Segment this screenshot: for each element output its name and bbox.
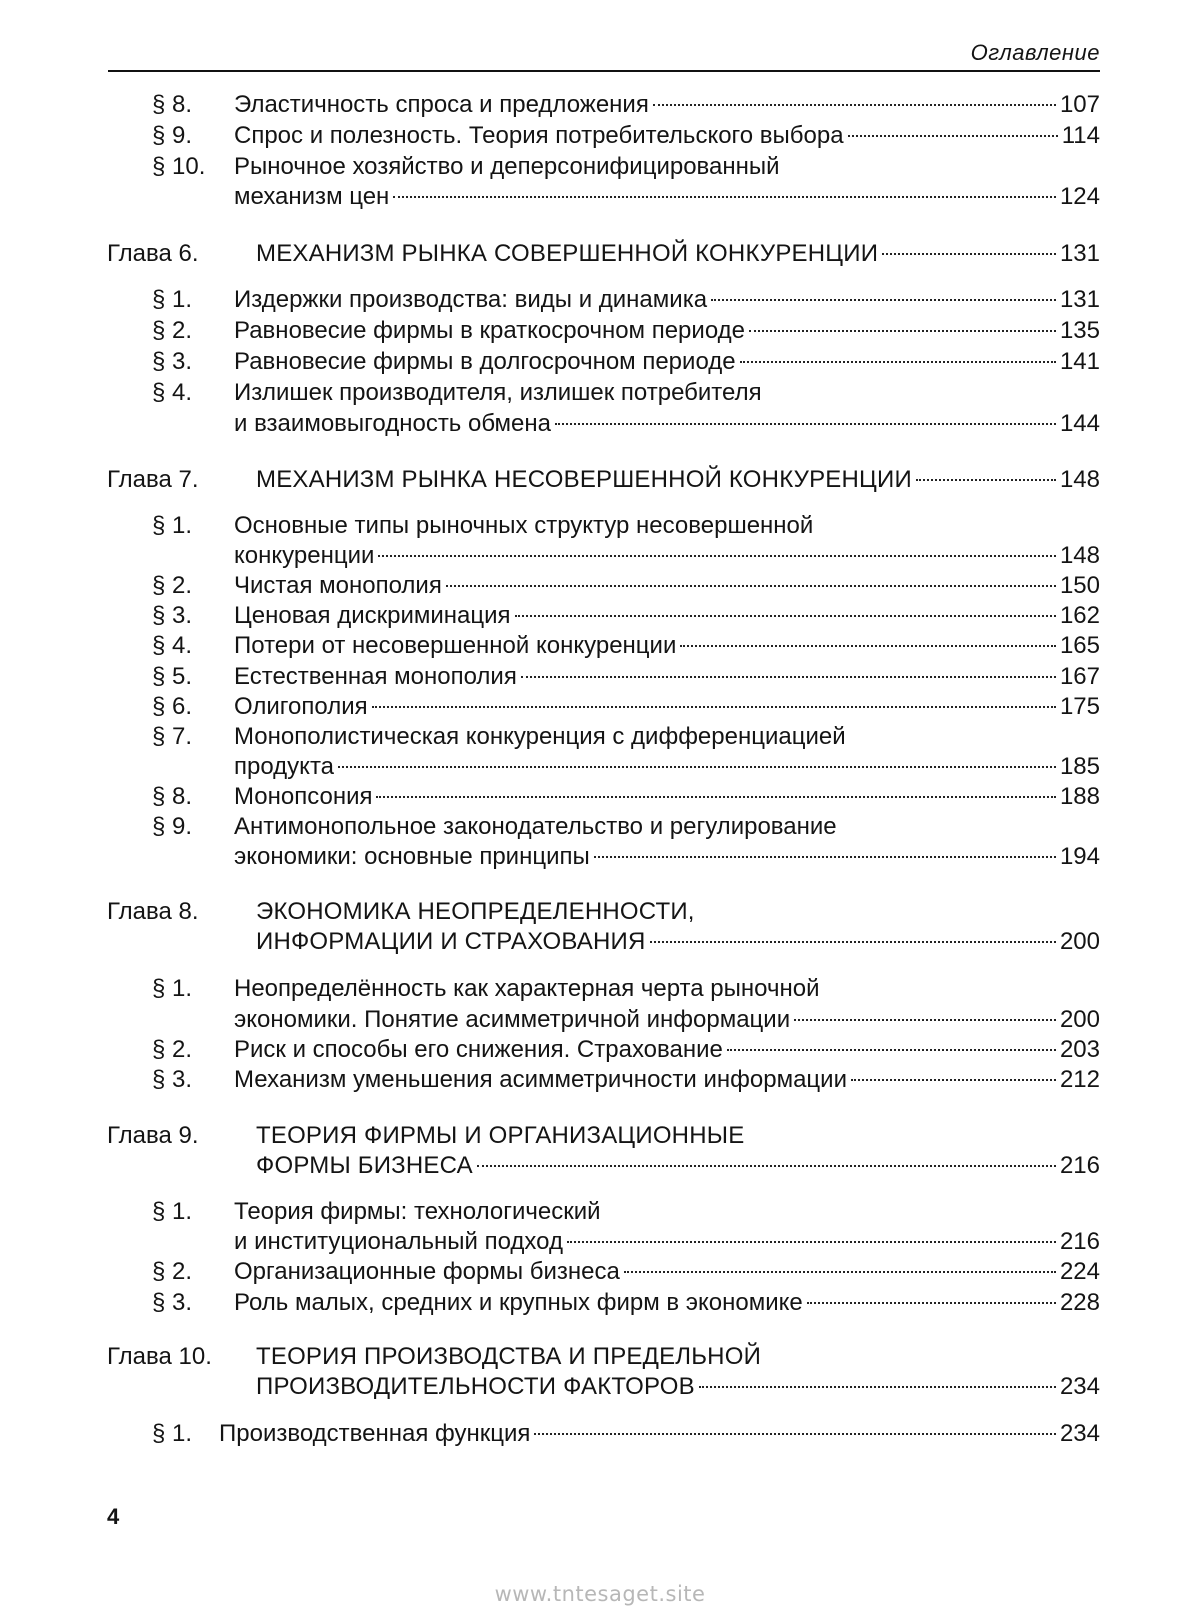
toc-entry <box>0 1287 1200 1319</box>
section-title: Антимонопольное законодательство и регулирование <box>234 813 837 840</box>
section-number: § 2. <box>152 1036 193 1063</box>
section-title: Теория фирмы: технологический <box>234 1198 601 1225</box>
chapter-title-continuation: ПРОИЗВОДИТЕЛЬНОСТИ ФАКТОРОВ <box>256 1373 695 1400</box>
page-ref: 150 <box>1059 572 1100 599</box>
dot-leader <box>338 765 1056 768</box>
dot-leader <box>650 940 1056 943</box>
page-ref: 165 <box>1059 632 1100 659</box>
section-title: Неопределённость как характерная черта рыночной <box>234 975 820 1002</box>
toc-entry-continuation <box>0 751 1200 783</box>
section-title: Равновесие фирмы в краткосрочном периоде <box>234 317 745 344</box>
dot-leader <box>727 1048 1056 1051</box>
toc-entry <box>0 811 1200 843</box>
section-number: § 4. <box>152 379 193 406</box>
page-ref: 148 <box>1059 466 1100 493</box>
chapter-title: МЕХАНИЗМ РЫНКА СОВЕРШЕННОЙ КОНКУРЕНЦИИ <box>256 240 879 267</box>
section-title-continuation: механизм цен <box>234 183 390 210</box>
page-ref: 203 <box>1059 1036 1100 1063</box>
page-ref: 200 <box>1059 928 1100 955</box>
dot-leader <box>477 1164 1056 1167</box>
section-title: Основные типы рыночных структур несовершенной <box>234 512 814 539</box>
running-header-title: Оглавление <box>970 40 1100 65</box>
dot-leader <box>794 1018 1056 1021</box>
page-ref: 175 <box>1059 693 1100 720</box>
section-title: Естественная монополия <box>234 663 517 690</box>
page-ref: 188 <box>1059 783 1100 810</box>
toc-entry <box>0 1256 1200 1288</box>
chapter-title: МЕХАНИЗМ РЫНКА НЕСОВЕРШЕННОЙ КОНКУРЕНЦИИ <box>256 466 912 493</box>
toc-entry <box>0 120 1200 152</box>
section-number: § 1. <box>152 1420 193 1447</box>
toc-entry <box>0 284 1200 316</box>
toc-entry <box>0 781 1200 813</box>
page-ref: 234 <box>1059 1420 1100 1447</box>
section-title: Роль малых, средних и крупных фирм в экономике <box>234 1289 803 1316</box>
section-number: § 6. <box>152 693 193 720</box>
page-ref: 148 <box>1059 542 1100 569</box>
page-ref: 131 <box>1059 286 1100 313</box>
section-title-continuation: и взаимовыгодность обмена <box>234 410 551 437</box>
section-title: Спрос и полезность. Теория потребительского выбора <box>234 122 844 149</box>
section-title: Эластичность спроса и предложения <box>234 91 649 118</box>
dot-leader <box>393 195 1056 198</box>
section-title-continuation: экономики: основные принципы <box>234 843 590 870</box>
section-number: § 10. <box>152 153 206 180</box>
page-ref: 234 <box>1059 1373 1100 1400</box>
dot-leader <box>376 795 1055 798</box>
chapter-entry-continuation <box>0 926 1200 958</box>
section-title-continuation: продукта <box>234 753 335 780</box>
dot-leader <box>653 103 1056 106</box>
page-ref: 162 <box>1059 602 1100 629</box>
section-title: Организационные формы бизнеса <box>234 1258 620 1285</box>
section-title: Равновесие фирмы в долгосрочном периоде <box>234 348 736 375</box>
toc-entry <box>0 661 1200 693</box>
chapter-title: ТЕОРИЯ ФИРМЫ И ОРГАНИЗАЦИОННЫЕ <box>256 1122 745 1149</box>
section-number: § 5. <box>152 663 193 690</box>
dot-leader <box>515 614 1056 617</box>
dot-leader <box>378 554 1056 557</box>
section-number: § 1. <box>152 1198 193 1225</box>
section-title: Излишек производителя, излишек потребителя <box>234 379 762 406</box>
dot-leader <box>446 584 1056 587</box>
toc-entry <box>0 1196 1200 1228</box>
chapter-title-continuation: ФОРМЫ БИЗНЕСА <box>256 1152 473 1179</box>
section-title: Производственная функция <box>219 1420 531 1447</box>
page-ref: 216 <box>1059 1228 1100 1255</box>
dot-leader <box>749 329 1056 332</box>
page-ref: 114 <box>1061 122 1100 149</box>
toc-entry-continuation <box>0 408 1200 440</box>
chapter-entry-continuation <box>0 1150 1200 1182</box>
toc-entry-continuation <box>0 1004 1200 1036</box>
section-title: Механизм уменьшения асимметричности информации <box>234 1066 847 1093</box>
chapter-title: ЭКОНОМИКА НЕОПРЕДЕЛЕННОСТИ, <box>256 898 695 925</box>
toc-entry <box>0 315 1200 347</box>
section-title: Ценовая дискриминация <box>234 602 511 629</box>
toc-entry <box>0 510 1200 542</box>
section-title: Монополистическая конкуренция с дифференциацией <box>234 723 846 750</box>
section-number: § 3. <box>152 602 193 629</box>
section-number: § 2. <box>152 572 193 599</box>
chapter-number: Глава 8. <box>107 898 199 925</box>
chapter-number: Глава 9. <box>107 1122 199 1149</box>
dot-leader <box>680 644 1056 647</box>
section-title: Рыночное хозяйство и деперсонифицированный <box>234 153 780 180</box>
page-ref: 200 <box>1059 1006 1100 1033</box>
toc-entry-continuation <box>0 841 1200 873</box>
section-number: § 2. <box>152 1258 193 1285</box>
toc-entry <box>0 691 1200 723</box>
toc-entry <box>0 1418 1200 1450</box>
dot-leader <box>521 675 1056 678</box>
header-rule <box>108 70 1100 72</box>
toc-entry <box>0 89 1200 121</box>
dot-leader <box>555 422 1056 425</box>
chapter-entry-continuation <box>0 1371 1200 1403</box>
page-ref: 135 <box>1059 317 1100 344</box>
dot-leader <box>848 134 1058 137</box>
dot-leader <box>372 705 1056 708</box>
chapter-entry <box>0 1120 1200 1152</box>
section-title-continuation: экономики. Понятие асимметричной информации <box>234 1006 791 1033</box>
toc-entry <box>0 377 1200 409</box>
section-number: § 4. <box>152 632 193 659</box>
page-ref: 144 <box>1059 410 1100 437</box>
section-number: § 2. <box>152 317 193 344</box>
watermark-text: www.tntesaget.site <box>494 1582 706 1606</box>
section-title: Чистая монополия <box>234 572 442 599</box>
section-number: § 9. <box>152 122 193 149</box>
chapter-title: ТЕОРИЯ ПРОИЗВОДСТВА И ПРЕДЕЛЬНОЙ <box>256 1343 762 1370</box>
section-number: § 9. <box>152 813 193 840</box>
dot-leader <box>594 855 1056 858</box>
chapter-entry <box>0 238 1200 270</box>
dot-leader <box>851 1078 1056 1081</box>
chapter-entry <box>0 896 1200 928</box>
section-number: § 1. <box>152 286 193 313</box>
page-ref: 185 <box>1059 753 1100 780</box>
chapter-entry <box>0 464 1200 496</box>
chapter-number: Глава 7. <box>107 466 199 493</box>
page-ref: 228 <box>1059 1289 1100 1316</box>
page-ref: 194 <box>1059 843 1100 870</box>
dot-leader <box>882 252 1056 255</box>
page-ref: 224 <box>1059 1258 1100 1285</box>
section-title-continuation: и институциональный подход <box>234 1228 563 1255</box>
toc-entry <box>0 630 1200 662</box>
toc-entry-continuation <box>0 1226 1200 1258</box>
dot-leader <box>740 360 1056 363</box>
chapter-entry <box>0 1341 1200 1373</box>
section-title: Издержки производства: виды и динамика <box>234 286 708 313</box>
page-ref: 107 <box>1059 91 1100 118</box>
section-number: § 3. <box>152 1289 193 1316</box>
section-number: § 8. <box>152 783 193 810</box>
page-ref: 167 <box>1059 663 1100 690</box>
page-ref: 212 <box>1059 1066 1100 1093</box>
dot-leader <box>807 1301 1056 1304</box>
toc-entry <box>0 721 1200 753</box>
chapter-number: Глава 6. <box>107 240 199 267</box>
toc-entry <box>0 570 1200 602</box>
dot-leader <box>534 1432 1056 1435</box>
section-number: § 3. <box>152 348 193 375</box>
section-title: Олигополия <box>234 693 368 720</box>
toc-entry-continuation <box>0 540 1200 572</box>
toc-entry <box>0 151 1200 183</box>
toc-entry <box>0 1064 1200 1096</box>
section-title-continuation: конкуренции <box>234 542 375 569</box>
toc-entry <box>0 346 1200 378</box>
section-number: § 7. <box>152 723 193 750</box>
page-ref: 124 <box>1059 183 1100 210</box>
toc-entry <box>0 1034 1200 1066</box>
dot-leader <box>567 1240 1056 1243</box>
dot-leader <box>699 1385 1056 1388</box>
section-number: § 1. <box>152 512 193 539</box>
chapter-number: Глава 10. <box>107 1343 212 1370</box>
toc-entry <box>0 600 1200 632</box>
page-ref: 141 <box>1059 348 1100 375</box>
toc-entry-continuation <box>0 181 1200 213</box>
section-number: § 3. <box>152 1066 193 1093</box>
page-ref: 216 <box>1059 1152 1100 1179</box>
section-number: § 8. <box>152 91 193 118</box>
toc-entry <box>0 973 1200 1005</box>
section-title: Монопсония <box>234 783 373 810</box>
page-ref: 131 <box>1059 240 1100 267</box>
dot-leader <box>624 1270 1056 1273</box>
section-number: § 1. <box>152 975 193 1002</box>
dot-leader <box>916 478 1056 481</box>
dot-leader <box>711 298 1056 301</box>
section-title: Потери от несовершенной конкуренции <box>234 632 677 659</box>
chapter-title-continuation: ИНФОРМАЦИИ И СТРАХОВАНИЯ <box>256 928 646 955</box>
section-title: Риск и способы его снижения. Страхование <box>234 1036 723 1063</box>
page-number: 4 <box>107 1504 120 1529</box>
